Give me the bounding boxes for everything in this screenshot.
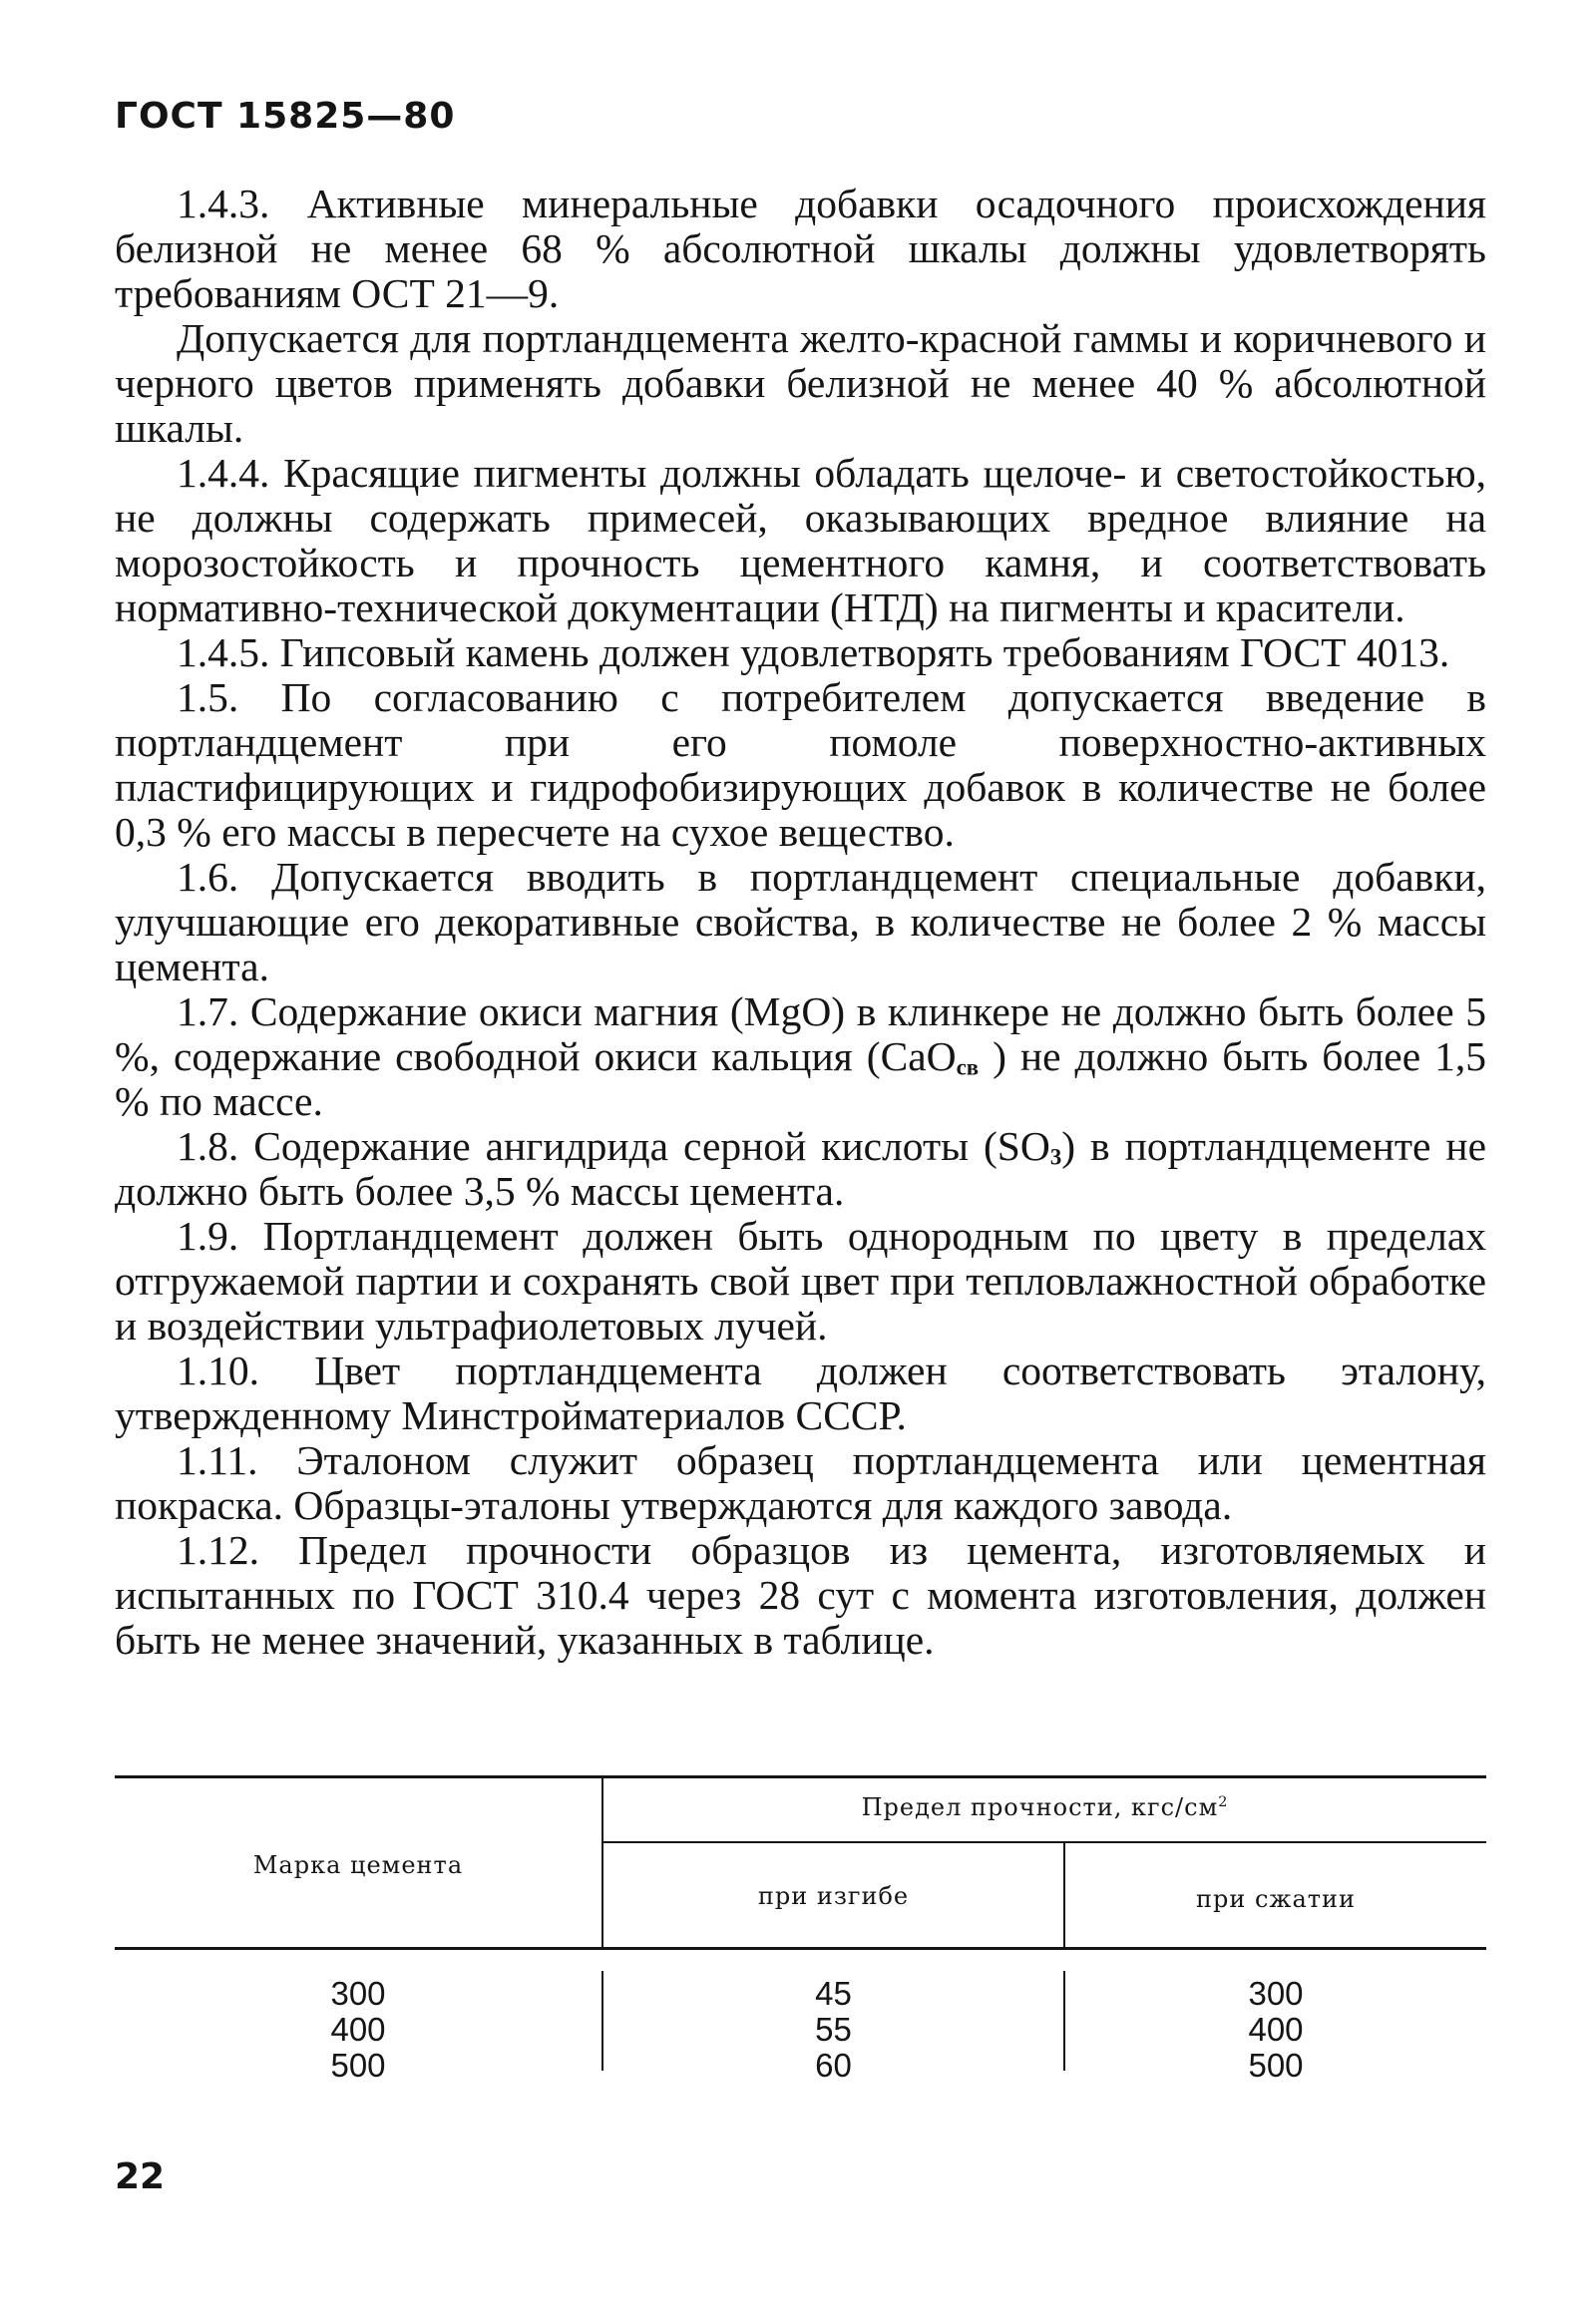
table-cell: 400: [330, 2011, 386, 2048]
column-compression: [1065, 1976, 1486, 2084]
strength-table: [115, 1775, 1486, 2125]
paragraph: 1.4.4. Красящие пигменты должны обладать щелоче- и светостойкостью, не должны содержать примесей, оказывающих вредное влияние на морозостойкость и прочность цементного камня, и соответствовать нормативно-технической документации (НТД) на пигменты и красители.: [115, 450, 1486, 630]
table-header-rule: [115, 1947, 1486, 1950]
paragraph: 1.12. Предел прочности образцов из цемента, изготовляемых и испытанных по ГОСТ 310.4 через 28 сут с момента изготовления, должен быть не менее значений, указанных в таблице.: [115, 1527, 1486, 1663]
paragraph: 1.7. Содержание окиси магния (MgO) в клинкере не должно быть более 5 %, содержание свободной окиси кальция (CaO$_{св}$ ) не должно быть более 1,5 % по массе.: [115, 988, 1486, 1124]
column-grade: [115, 1976, 601, 2084]
paragraph: 1.9. Портландцемент должен быть однородным по цвету в пределах отгружаемой партии и сохранять свой цвет при тепловлажностной обработке и воздействии ультрафиолетовых лучей.: [115, 1213, 1486, 1349]
col-header-bending: при изгибе: [757, 1882, 910, 1910]
table-cell: 500: [1248, 2047, 1304, 2084]
column-bending: [603, 1976, 1063, 2084]
paragraph: 1.4.3. Активные минеральные добавки осадочного происхождения белизной не менее 68 % абсолютной шкалы должны удовлетворять требованиям ОСТ 21—9.: [115, 181, 1486, 316]
body-text: [115, 182, 1486, 1663]
table-cell: 300: [330, 1975, 386, 2012]
paragraph: 1.4.5. Гипсовый камень должен удовлетворять требованиям ГОСТ 4013.: [177, 629, 1450, 675]
table-group-rule: [602, 1841, 1486, 1843]
table-top-rule: [115, 1775, 1486, 1778]
col-header-grade: Марка цемента: [252, 1851, 464, 1879]
table-cell: 400: [1248, 2011, 1304, 2048]
table-cell: 60: [815, 2047, 852, 2084]
page-number: 22: [115, 2156, 166, 2197]
table-cell: 45: [815, 1975, 852, 2012]
table-cell: 300: [1248, 1975, 1304, 2012]
paragraph: 1.8. Содержание ангидрида серной кислоты $(SO_3)$ в портландцементе не должно быть более 3,5 % массы цемента.: [115, 1123, 1486, 1214]
paragraph: 1.11. Эталоном служит образец портландцемента или цементная покраска. Образцы-эталоны утверждаются для каждого завода.: [115, 1437, 1486, 1528]
col-header-strength-group: Предел прочности, кгс/$см^2$: [861, 1793, 1229, 1821]
paragraph: 1.10. Цвет портландцемента должен соответствовать эталону, утвержденному Минстройматериалов СССР.: [115, 1348, 1486, 1438]
paragraph: Допускается для портландцемента желто-красной гаммы и коричневого и черного цветов применять добавки белизной не менее 40 % абсолютной шкалы.: [115, 315, 1486, 451]
page-header: ГОСТ 15825—80: [115, 96, 456, 137]
col-header-compression: при сжатии: [1195, 1885, 1357, 1913]
paragraph: 1.5. По согласованию с потребителем допускается введение в портландцемент при его помоле поверхностно-активных пластифицирующих и гидрофобизирующих добавок в количестве не более 0,3 % его массы в пересчете на сухое вещество.: [115, 674, 1486, 855]
table-cell: 55: [815, 2011, 852, 2048]
paragraph: 1.6. Допускается вводить в портландцемент специальные добавки, улучшающие его декоративные свойства, в количестве не более 2 % массы цемента.: [115, 854, 1486, 989]
table-cell: 500: [330, 2047, 386, 2084]
